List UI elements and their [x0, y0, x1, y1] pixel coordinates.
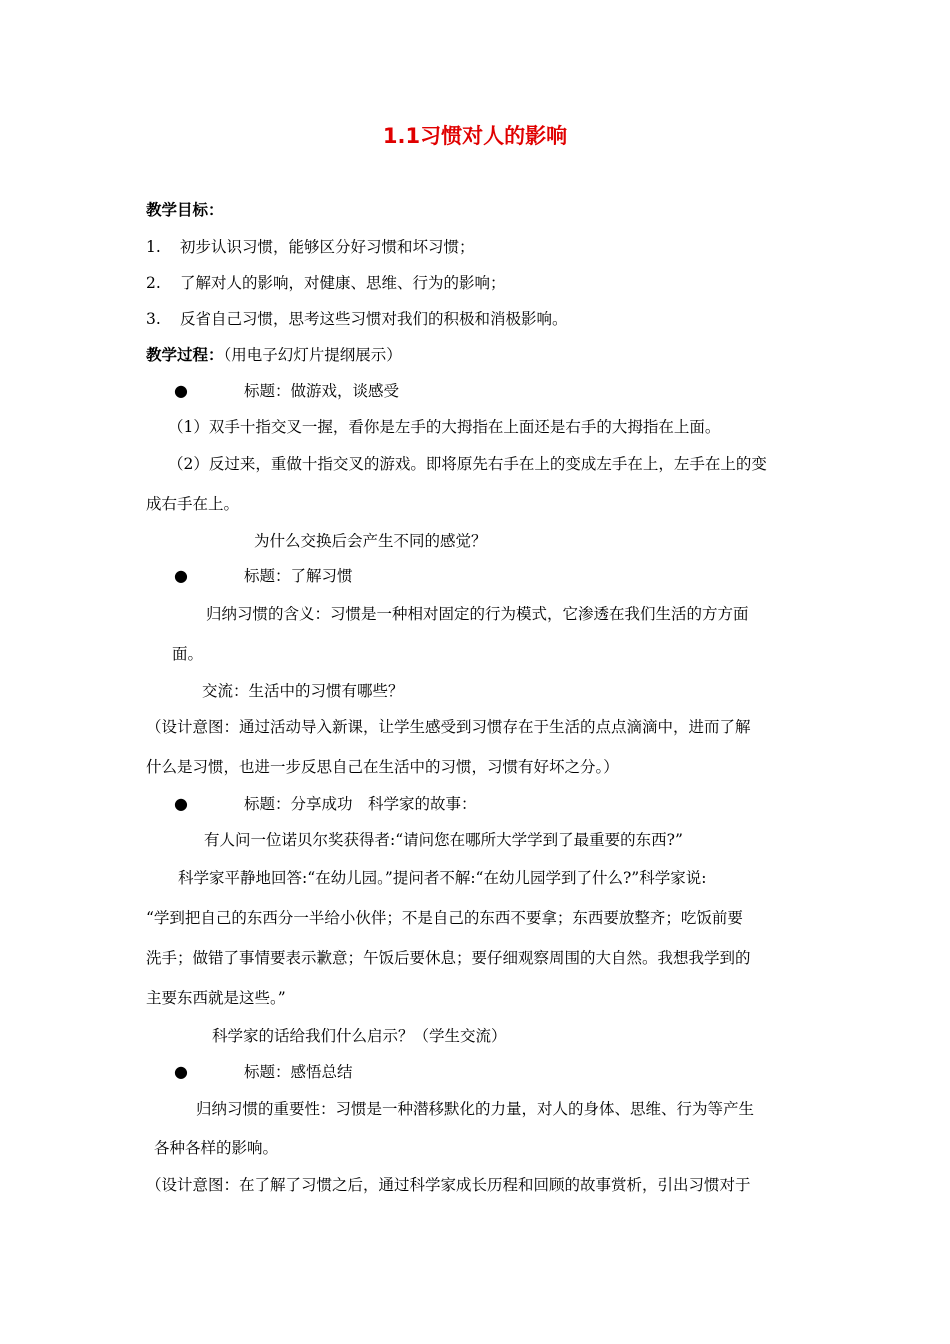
- design-note: 什么是习惯，也进一步反思自己在生活中的习惯，习惯有好坏之分。）: [146, 758, 619, 776]
- section-heading: 标题：分享成功 科学家的故事：: [244, 795, 477, 813]
- design-note: （设计意图：通过活动导入新课，让学生感受到习惯存在于生活的点点滴滴中，进而了解: [146, 718, 751, 736]
- goal-item: [146, 273, 506, 293]
- goal-text: 反省自己习惯，思考这些习惯对我们的积极和消极影响。: [180, 310, 568, 328]
- paragraph: 各种各样的影响。: [154, 1139, 279, 1157]
- paragraph: 有人问一位诺贝尔奖获得者:“请问您在哪所大学学到了最重要的东西?”: [204, 831, 683, 849]
- design-note: （设计意图：在了解了习惯之后，通过科学家成长历程和回顾的故事赏析，引出习惯对于: [146, 1176, 751, 1194]
- paragraph: 成右手在上。: [146, 495, 240, 513]
- goal-number: 1.: [146, 238, 161, 256]
- bullet-icon: ●: [174, 566, 188, 585]
- goal-text: 了解对人的影响，对健康、思维、行为的影响；: [180, 274, 506, 292]
- section-heading: 标题：感悟总结: [244, 1063, 353, 1081]
- process-heading: 教学过程：: [146, 346, 224, 364]
- section-heading: 标题：了解习惯: [244, 567, 353, 585]
- question: 科学家的话给我们什么启示？（学生交流）: [212, 1027, 507, 1045]
- paragraph: 交流：生活中的习惯有哪些？: [202, 682, 404, 700]
- paragraph: 洗手；做错了事情要表示歉意；午饭后要休息；要仔细观察周围的大自然。我想我学到的: [146, 949, 751, 967]
- paragraph: 科学家平静地回答:“在幼儿园。”提问者不解:“在幼儿园学到了什么?”科学家说:: [178, 869, 707, 887]
- process-note: （用电子幻灯片提纲展示）: [223, 346, 402, 364]
- goal-item: [146, 309, 568, 329]
- paragraph: （2）反过来，重做十指交叉的游戏。即将原先右手在上的变成左手在上，左手在上的变: [168, 455, 767, 473]
- goal-text: 初步认识习惯，能够区分好习惯和坏习惯；: [180, 238, 475, 256]
- goal-number: 2.: [146, 274, 161, 292]
- paragraph: 归纳习惯的含义：习惯是一种相对固定的行为模式，它渗透在我们生活的方方面: [206, 605, 749, 623]
- goal-item: [146, 237, 475, 257]
- paragraph: 主要东西就是这些。”: [146, 989, 286, 1007]
- paragraph: “学到把自己的东西分一半给小伙伴；不是自己的东西不要拿；东西要放整齐；吃饭前要: [146, 909, 743, 927]
- page-title: 1.1习惯对人的影响: [382, 124, 568, 148]
- paragraph: 归纳习惯的重要性：习惯是一种潜移默化的力量，对人的身体、思维、行为等产生: [196, 1100, 755, 1118]
- bullet-icon: ●: [174, 794, 188, 813]
- bullet-icon: ●: [174, 1062, 188, 1081]
- bullet-icon: ●: [174, 381, 188, 400]
- paragraph: 面。: [172, 645, 204, 663]
- goal-number: 3.: [146, 310, 161, 328]
- question: 为什么交换后会产生不同的感觉？: [254, 532, 487, 550]
- process-line: [146, 345, 402, 365]
- goals-heading: 教学目标：: [146, 201, 224, 219]
- paragraph: （1）双手十指交叉一握，看你是左手的大拇指在上面还是右手的大拇指在上面。: [168, 418, 721, 436]
- section-heading: 标题：做游戏，谈感受: [244, 382, 400, 400]
